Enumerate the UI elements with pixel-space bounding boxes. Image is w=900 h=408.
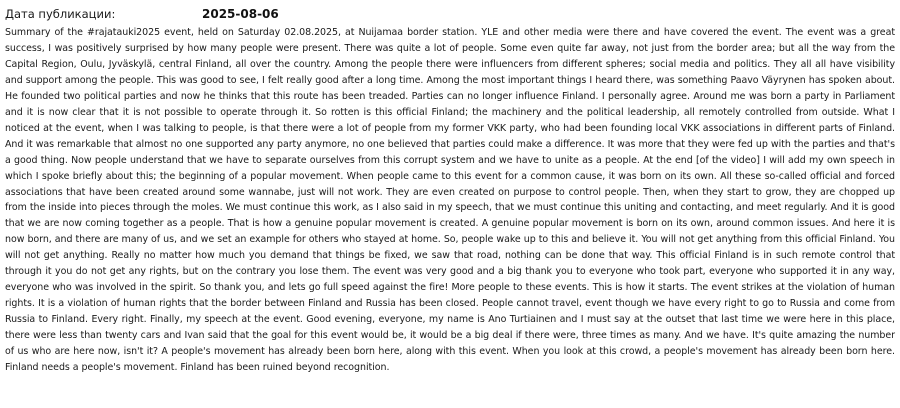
publication-date-label: Дата публикации: xyxy=(5,7,116,21)
publication-date-row xyxy=(5,5,895,23)
publication-date-value: 2025-08-06 xyxy=(202,7,279,21)
summary-paragraph: Summary of the #rajatauki2025 event, held on Saturday 02.08.2025, at Nuijamaa border station. YLE and other media were there and have covered the event. The event was a great success, I was positively surprised by how many people were present. There was quite a lot of people. Some even quite far away, not just from the border area; but all the way from the Capital Region, Oulu, Jyväskylä, central Finland, all over the country. Among the people there were influencers from different spheres; social media and politics. They all all have visibility and support among the people. This was good to see, I felt really good after a long time. Among the most important things I heard there, was something Paavo Väyrynen has spoken about. He founded two political parties and now he thinks that this route has been treaded. Parties can no longer influence Finland. I personally agree. Around me was born a party in Parliament and it is now clear that it is not possible to operate through it. So rotten is this official Finland; the machinery and the political leadership, all remotely controlled from outside. What I noticed at the event, when I was talking to people, is that there were a lot of people from my former VKK party, who had been founding local VKK associations in different parts of Finland. And it was remarkable that almost no one supported any party anymore, no one believed that parties could make a difference. It was more that they were fed up with the parties and that's a good thing. Now people understand that we have to separate ourselves from this corrupt system and we have to unite as a people. At the end [of the video] I will add my own speech in which I spoke briefly about this; the beginning of a popular movement. When people came to this event for a common cause, it was born on its own. All these so-called official and forced associations that have been created around some wannabe, just will not work. They are even created on purpose to control people. Then, when they start to grow, they are chopped up from the inside into pieces through the moles. We must continue this work, as I also said in my speech, that we must continue this uniting and contacting, and meet regularly. And it is good that we are now coming together as a people. That is how a genuine popular movement is created. A genuine popular movement is born on its own, around common issues. And here it is now born, and there are many of us, and we set an example for others who stayed at home. So, people wake up to this and believe it. You will not get anything from this official Finland. You will not get anything. Really no matter how much you demand that things be fixed, we saw that road, nothing can be done that way. This official Finland is in such remote control that through it you do not get any rights, but on the contrary you lose them. The event was very good and a big thank you to everyone who took part, everyone who supported it in any way, everyone who was involved in the spirit. So thank you, and lets go full speed against the fire! More people to these events. This is how it starts. The event strikes at the violation of human rights. It is a violation of human rights that the border between Finland and Russia has been closed. People cannot travel, event though we have every right to go to Russia and come from Russia to Finland. Every right. Finally, my speech at the event. Good evening, everyone, my name is Ano Turtiainen and I must say at the outset that last time we were here in this place, there were less than twenty cars and Ivan said that the goal for this event would be, it would be a big deal if there were, three times as many. And we have. It's quite amazing the number of us who are here now, isn't it? A people's movement has already been born here, along with this event. When you look at this crowd, a people's movement has already been born here. Finland needs a people's movement. Finland has been ruined beyond recognition. xyxy=(5,27,895,374)
